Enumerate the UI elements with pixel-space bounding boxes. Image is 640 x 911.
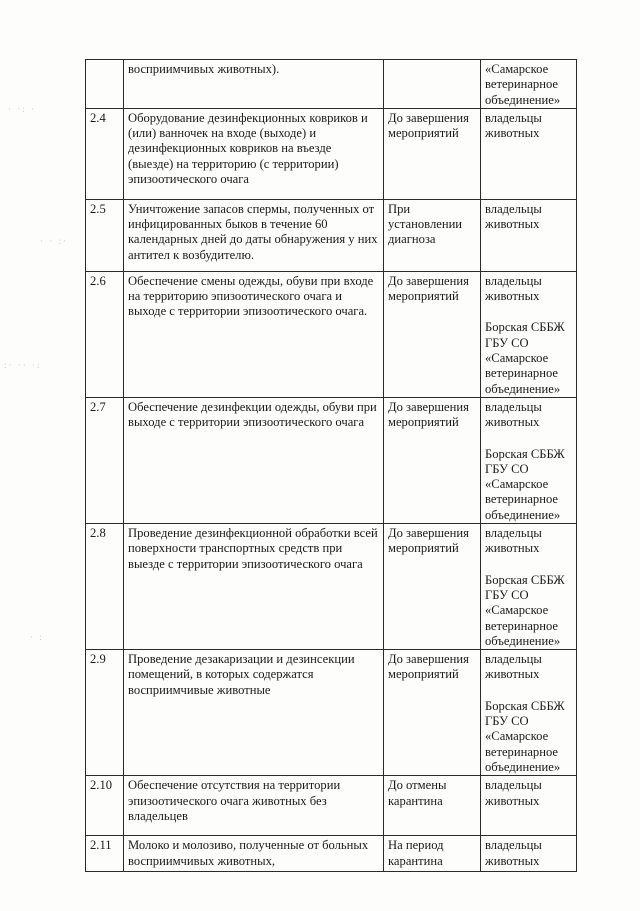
row-number-cell — [86, 60, 124, 109]
responsible-cell — [481, 524, 577, 650]
row-number-cell: 2.9 — [86, 650, 124, 776]
responsible-party: Борская СББЖ ГБУ СО «Самарское ветеринарное объединение» — [485, 698, 565, 774]
measure-description-cell: Обеспечение смены одежды, обуви при входе на территорию эпизоотического очага и выходе с территории эпизоотического очага. — [124, 271, 384, 397]
responsible-party: владельцы животных — [485, 526, 542, 556]
responsible-cell — [481, 836, 577, 872]
row-number-cell: 2.10 — [86, 776, 124, 836]
responsible-party: «Самарское ветеринарное объединение» — [485, 62, 561, 107]
measures-table — [85, 59, 577, 872]
responsible-party: владельцы животных — [485, 110, 542, 141]
measure-description-cell: Молоко и молозиво, полученные от больных восприимчивых животных, — [124, 836, 384, 872]
paragraph-gap — [485, 557, 572, 573]
row-number-cell: 2.6 — [86, 271, 124, 397]
paragraph-gap — [485, 683, 572, 699]
deadline-cell: До завершения мероприятий — [384, 397, 481, 523]
table-row — [86, 60, 577, 109]
table-row — [86, 108, 577, 199]
scan-speck: · ·: · — [8, 104, 36, 114]
measure-description-cell: восприимчивых животных). — [124, 60, 384, 109]
responsible-cell — [481, 650, 577, 776]
responsible-party: владельцы животных — [485, 273, 542, 304]
deadline-cell — [384, 60, 481, 109]
row-number-cell: 2.7 — [86, 397, 124, 523]
measure-description-cell: Обеспечение дезинфекции одежды, обуви при выходе с территории эпизоотического очага — [124, 397, 384, 523]
scan-speck: :· ·· ·: — [4, 360, 42, 370]
table-row — [86, 271, 577, 397]
table-row — [86, 836, 577, 872]
row-number-cell: 2.5 — [86, 199, 124, 271]
responsible-party: владельцы животных — [485, 399, 542, 430]
paragraph-gap — [485, 431, 572, 447]
measures-table-body — [86, 60, 577, 872]
table-row — [86, 397, 577, 523]
measure-description-cell: Уничтожение запасов спермы, полученных от инфицированных быков в течение 60 календарных дней до даты обнаружения у них антител к возбудителю. — [124, 199, 384, 271]
measure-description-cell: Оборудование дезинфекционных ковриков и (или) ванночек на входе (выходе) и дезинфекционных ковриков на въезде (выезде) на территорию (с территории) эпизоотического очага — [124, 108, 384, 199]
responsible-cell — [481, 108, 577, 199]
responsible-cell — [481, 397, 577, 523]
deadline-cell: До отмены карантина — [384, 776, 481, 836]
responsible-party: владельцы животных — [485, 201, 542, 232]
scan-speck: · : — [30, 632, 44, 642]
responsible-cell — [481, 776, 577, 836]
row-number-cell: 2.4 — [86, 108, 124, 199]
deadline-cell: До завершения мероприятий — [384, 271, 481, 397]
measure-description-cell: Проведение дезинфекционной обработки всей поверхности транспортных средств при выезде с территории эпизоотического очага — [124, 524, 384, 650]
responsible-cell — [481, 199, 577, 271]
deadline-cell: При установлении диагноза — [384, 199, 481, 271]
responsible-cell — [481, 60, 577, 109]
responsible-cell — [481, 271, 577, 397]
table-row — [86, 524, 577, 650]
row-number-cell: 2.8 — [86, 524, 124, 650]
responsible-party: Борская СББЖ ГБУ СО «Самарское ветеринарное объединение» — [485, 572, 565, 648]
responsible-party: владельцы животных — [485, 838, 542, 868]
table-row — [86, 650, 577, 776]
responsible-party: владельцы животных — [485, 652, 542, 682]
measure-description-cell: Проведение дезакаризации и дезинсекции помещений, в которых содержатся восприимчивые животные — [124, 650, 384, 776]
deadline-cell: До завершения мероприятий — [384, 108, 481, 199]
scan-speck: · · :· — [40, 236, 68, 246]
responsible-party: Борская СББЖ ГБУ СО «Самарское ветеринарное объединение» — [485, 446, 565, 522]
deadline-cell: На период карантина — [384, 836, 481, 872]
responsible-party: владельцы животных — [485, 778, 542, 808]
table-row — [86, 199, 577, 271]
paragraph-gap — [485, 304, 572, 320]
measure-description-cell: Обеспечение отсутствия на территории эпизоотического очага животных без владельцев — [124, 776, 384, 836]
row-number-cell: 2.11 — [86, 836, 124, 872]
deadline-cell: До завершения мероприятий — [384, 650, 481, 776]
deadline-cell: До завершения мероприятий — [384, 524, 481, 650]
table-row — [86, 776, 577, 836]
responsible-party: Борская СББЖ ГБУ СО «Самарское ветеринарное объединение» — [485, 320, 565, 396]
